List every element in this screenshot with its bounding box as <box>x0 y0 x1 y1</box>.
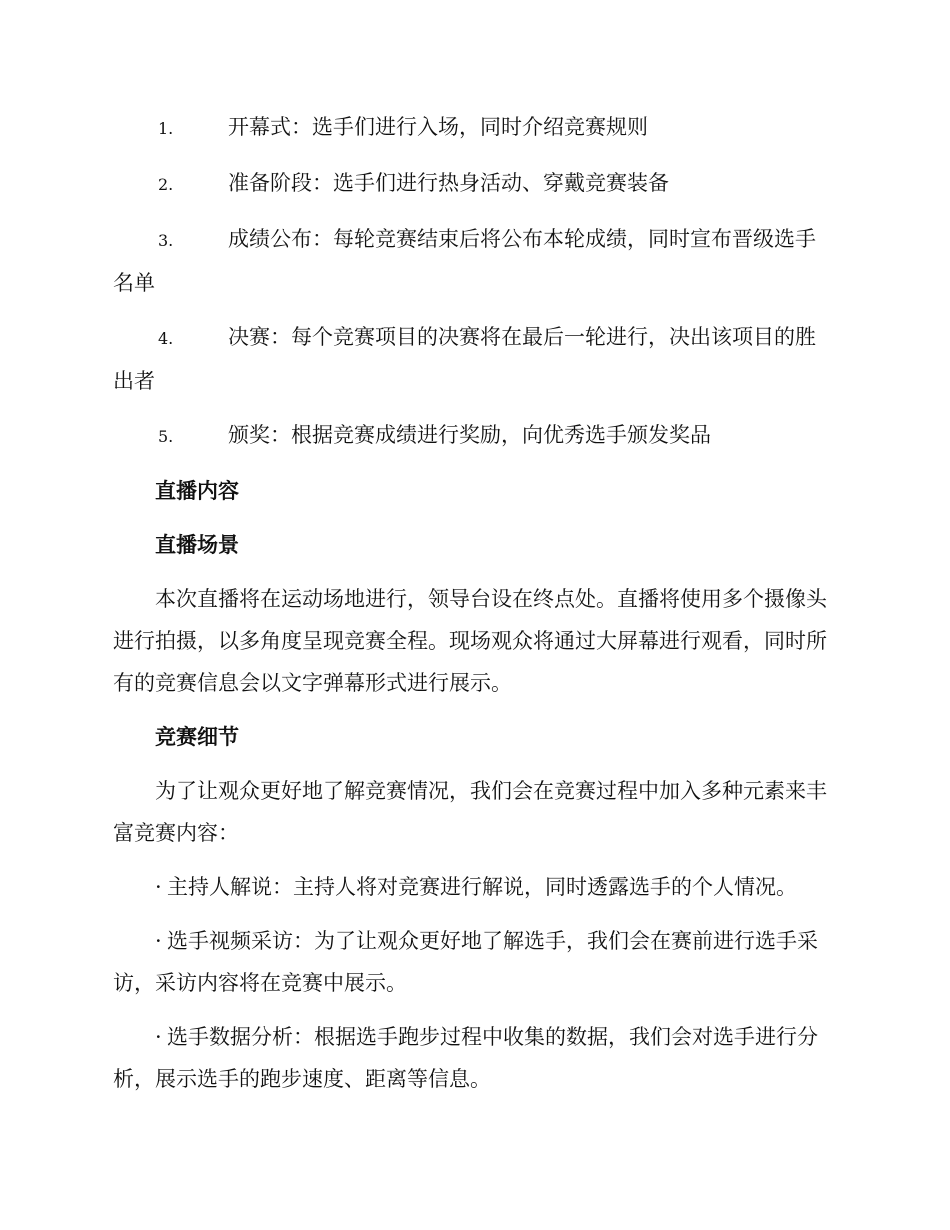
section-heading-competition-details: 竞赛细节 <box>155 724 239 749</box>
list-text: 颁奖：根据竞赛成绩进行奖励，向优秀选手颁发奖品 <box>228 423 711 447</box>
bullet-item <box>113 920 835 1004</box>
paragraph-competition-intro: 为了让观众更好地了解竞赛情况，我们会在竞赛过程中加入多种元素来丰富竞赛内容： <box>113 779 827 845</box>
bullet-text: 选手数据分析：根据选手跑步过程中收集的数据，我们会对选手进行分析，展示选手的跑步速度、距离等信息。 <box>113 1025 818 1091</box>
section-heading-live-content: 直播内容 <box>155 478 239 503</box>
paragraph-live-scene: 本次直播将在运动场地进行，领导台设在终点处。直播将使用多个摄像头进行拍摄，以多角度呈现竞赛全程。现场观众将通过大屏幕进行观看，同时所有的竞赛信息会以文字弹幕形式进行展示。 <box>113 587 827 695</box>
bullet-item <box>113 866 835 908</box>
list-text: 开幕式：选手们进行入场，同时介绍竞赛规则 <box>228 115 648 139</box>
list-item <box>113 414 835 458</box>
list-text: 准备阶段：选手们进行热身活动、穿戴竞赛装备 <box>228 171 669 195</box>
bullet-dot: · <box>155 875 162 899</box>
list-number: 3. <box>158 231 174 250</box>
bullet-item <box>113 1016 835 1100</box>
bullet-text: 选手视频采访：为了让观众更好地了解选手，我们会在赛前进行选手采访，采访内容将在竞赛中展示。 <box>113 929 818 995</box>
bullet-dot: · <box>155 1025 162 1049</box>
list-item <box>113 316 835 402</box>
document-page <box>113 106 835 1112</box>
list-number: 5. <box>158 427 174 446</box>
list-number: 4. <box>158 329 174 348</box>
list-number: 2. <box>158 175 174 194</box>
list-item <box>113 218 835 304</box>
list-text: 决赛：每个竞赛项目的决赛将在最后一轮进行，决出该项目的胜出者 <box>113 325 816 393</box>
list-text: 成绩公布：每轮竞赛结束后将公布本轮成绩，同时宣布晋级选手名单 <box>113 227 816 295</box>
bullet-text: 主持人解说：主持人将对竞赛进行解说，同时透露选手的个人情况。 <box>167 875 797 899</box>
list-number: 1. <box>158 119 174 138</box>
section-heading-live-scene: 直播场景 <box>155 532 239 557</box>
bullet-dot: · <box>155 929 162 953</box>
list-item <box>113 162 835 206</box>
list-item <box>113 106 835 150</box>
